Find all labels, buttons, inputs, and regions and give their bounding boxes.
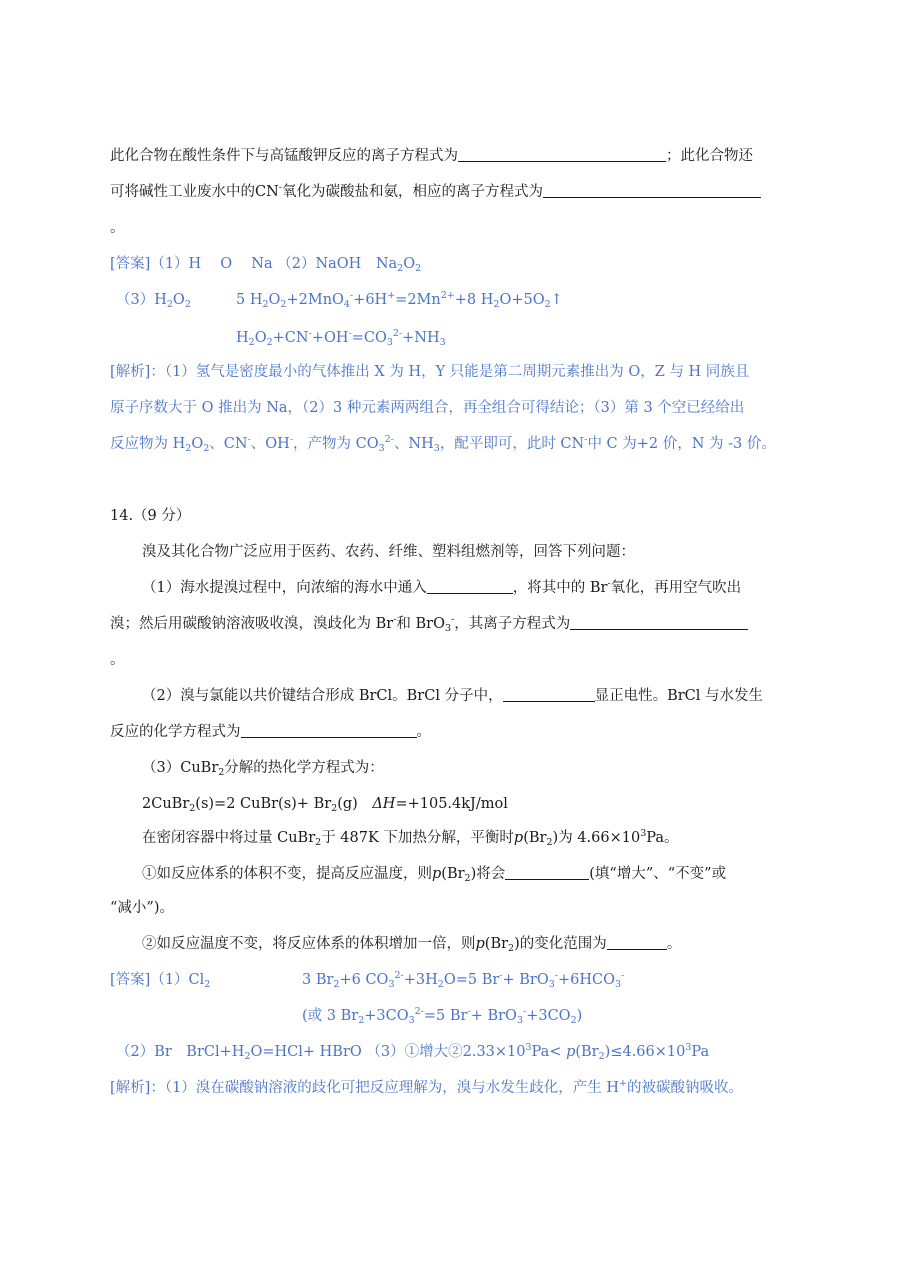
analysis-14-line-1: [解析]：（1）溴在碳酸钠溶液的歧化可把反应理解为，溴与水发生歧化，产生 H+的被碳酸钠吸收。 [110, 1078, 744, 1096]
question-14-part-3-intro: （3）CuBr$_2$分解的热化学方程式为： [142, 760, 384, 778]
answer-blank [503, 686, 595, 702]
question-14-part-3-sub-1: ①如反应体系的体积不变，提高反应温度，则$p(Br_2)$将会 (填“增大”、“不变”或 [142, 866, 727, 884]
answer-13-equation-2: $H_2O_2+CN^-+OH^-=CO_3^{2-}+NH_3$ [236, 328, 446, 348]
answer-blank [505, 864, 589, 880]
answer-blank [543, 182, 761, 198]
analysis-13-line-1: [解析]：（1）氢气是密度最小的气体推出 X 为 H，Y 只能是第二周期元素推出为 O，Z 与 H 同族且 [110, 364, 750, 380]
analysis-13-line-3: 反应物为 $H_2O_2$、CN-、OH-，产物为 $CO_3^{2-}$、$NH_3$，配平即可，此时 CN-中 C 为+2 价，N 为 -3 价。 [110, 434, 776, 454]
analysis-13-line-2: 原子序数大于 O 推出为 Na，（2）3 种元素两两组合，再全组合可得结论；（3）第 3 个空已经给出 [110, 400, 745, 416]
period-mark: 。 [110, 220, 125, 236]
answer-blank [427, 578, 513, 594]
answer-14-equation-2: (或 3 $Br_2+3CO_3^{2-}=5$ $Br^-+ BrO_3^-+3CO_2$) [302, 1006, 583, 1026]
answer-13-line-1: [答案]（1）H O Na （2）NaOH $Na_2O_2$ [110, 256, 422, 274]
answer-14-line-3: （2）Br $BrCl+H_2O=HCl+$ HBrO （3）①增大$②2.33\times 10^3Pa< p(Br_2)\le 4.66\times 10^3Pa$ [116, 1042, 710, 1062]
answer-blank [570, 614, 748, 630]
thermochemical-equation: 2CuBr$_2$(s)=2 CuBr(s)+ $Br_2(g)$ ΔH=+105.4kJ/mol [142, 796, 508, 814]
question-14-title: 14.（9 分） [110, 508, 191, 524]
question-14-part-2-line-1: （2）溴与氯能以共价键结合形成 BrCl。BrCl 分子中， 显正电性。BrCl 与水发生 [142, 688, 764, 704]
answer-blank [241, 722, 417, 738]
question-14-part-3-condition: 在密闭容器中将过量 CuBr$_2$于 487K 下加热分解，平衡时$p(Br_2)$为 $4.66\times 10^3Pa$。 [142, 828, 679, 848]
question-14-intro: 溴及其化合物广泛应用于医药、农药、纤维、塑料组燃剂等，回答下列问题： [142, 544, 635, 560]
answer-13-equation-1: 5 $H_2O_2+2MnO_4^-+6H^+=2Mn^{2+}+8$ $H_2O+5O_2↑$ [236, 290, 563, 310]
answer-14-equation-1: 3 $Br_2+6$ $CO_3^{2-}+3H_2O=5$ $Br^-+ BrO_3^-+6HCO_3^-$ [302, 970, 625, 990]
question-14-part-3-sub-1-cont: “减小”)。 [110, 900, 174, 916]
answer-blank [458, 146, 666, 162]
question-14-part-2-line-2: 反应的化学方程式为 。 [110, 724, 431, 740]
question-14-part-3-sub-2: ②如反应温度不变，将反应体系的体积增加一倍，则$p(Br_2)$的变化范围为 。 [142, 936, 682, 954]
question-13-line-2: 可将碱性工业废水中的CN-氧化为碳酸盐和氨，相应的离子方程式为 [110, 182, 761, 202]
answer-blank [607, 934, 667, 950]
period-mark: 。 [110, 652, 125, 668]
question-14-part-1-line-2: 溴；然后用碳酸钠溶液吸收溴，溴歧化为 Br-和 BrO$_3$-，其离子方程式为 [110, 614, 748, 634]
question-14-part-1-line-1: （1）海水提溴过程中，向浓缩的海水中通入 ，将其中的 Br-氧化，再用空气吹出 [142, 578, 742, 596]
question-13-line-1: 此化合物在酸性条件下与高锰酸钾反应的离子方程式为 ；此化合物还 [110, 148, 753, 164]
answer-13-line-2: $(3)H_2O_2$ [116, 292, 191, 310]
answer-14-line-1: [答案]$(1)Cl_2$ [110, 972, 211, 990]
